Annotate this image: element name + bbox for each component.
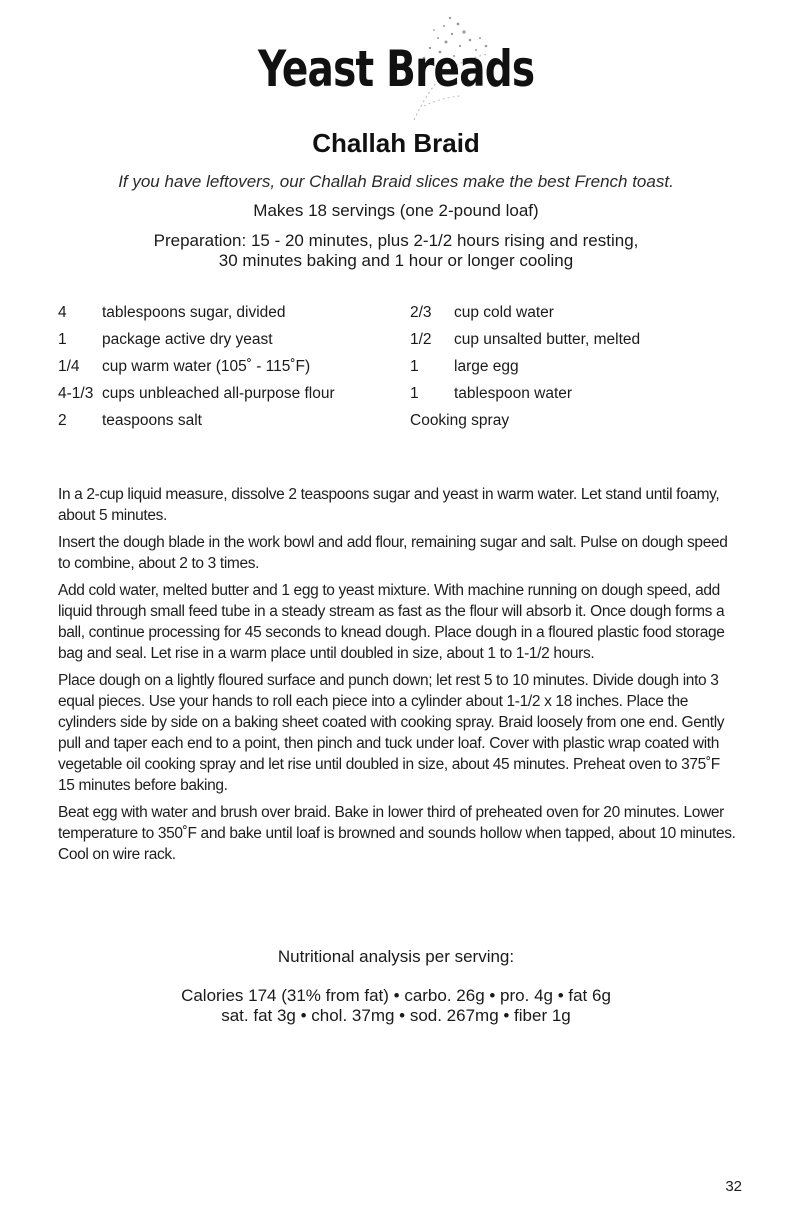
- ingredient-row: [58, 330, 398, 357]
- ingredient-item: tablespoons sugar, divided: [102, 304, 286, 321]
- ingredients-right-column: [410, 303, 750, 438]
- ingredient-qty: 1/2: [410, 331, 432, 348]
- ingredient-row: [410, 411, 750, 438]
- ingredient-qty: 1: [410, 358, 419, 375]
- ingredient-qty: 4-1/3: [58, 385, 94, 402]
- ingredient-row: [58, 357, 398, 384]
- ingredient-item: cup warm water (105˚ - 115˚F): [102, 358, 311, 375]
- direction-step: In a 2-cup liquid measure, dissolve 2 teaspoons sugar and yeast in warm water. Let stand until foamy, about 5 minutes.: [58, 486, 720, 524]
- recipe-intro: If you have leftovers, our Challah Braid slices make the best French toast.: [118, 172, 674, 191]
- recipe-preparation: [0, 231, 792, 271]
- nutrition-line: sat. fat 3g • chol. 37mg • sod. 267mg • fiber 1g: [221, 1006, 571, 1025]
- ingredient-item: cups unbleached all-purpose flour: [102, 385, 335, 402]
- preparation-line: 30 minutes baking and 1 hour or longer cooling: [218, 251, 574, 270]
- direction-step: Add cold water, melted butter and 1 egg to yeast mixture. With machine running on dough speed, add liquid through small feed tube in a steady stream as fast as the flour will absorb it. Once dough forms a ball, continue processing for 45 seconds to knead dough. Place dough in a floured plastic food storage bag and seal. Let rise in a warm place until doubled in size, about 1 to 1-1/2 hours.: [58, 582, 725, 662]
- ingredient-row: [410, 357, 750, 384]
- ingredient-item: package active dry yeast: [102, 331, 273, 348]
- recipe-yield: Makes 18 servings (one 2-pound loaf): [253, 201, 539, 220]
- page-number: 32: [725, 1178, 742, 1195]
- ingredient-qty: 1: [410, 385, 419, 402]
- section-title: Yeast Breads: [257, 40, 535, 98]
- ingredient-row: [58, 303, 398, 330]
- nutrition-line: Calories 174 (31% from fat) • carbo. 26g • pro. 4g • fat 6g: [181, 986, 611, 1005]
- recipe-directions: [58, 484, 738, 871]
- ingredient-row: [410, 330, 750, 357]
- ingredient-qty: 1/4: [58, 358, 80, 375]
- direction-step: Beat egg with water and brush over braid. Bake in lower third of preheated oven for 20 minutes. Lower temperature to 350˚F and bake until loaf is browned and sounds hollow when tapped, about 10 minutes. Cool on wire rack.: [58, 804, 736, 863]
- ingredient-qty: 1: [58, 331, 67, 348]
- direction-step: Place dough on a lightly floured surface and punch down; let rest 5 to 10 minutes. Divide dough into 3 equal pieces. Use your hands to roll each piece into a cylinder about 1-1/2 x 18 inches. Place the cylinders side by side on a baking sheet coated with cooking spray. Braid loosely from one end. Gently pull and taper each end to a point, then pinch and tuck under loaf. Cover with plastic wrap coated with vegetable oil cooking spray and let rise until doubled in size, about 45 minutes. Preheat oven to 375˚F 15 minutes before baking.: [58, 672, 725, 794]
- ingredient-item: large egg: [454, 358, 519, 375]
- ingredient-qty: 2: [58, 412, 67, 429]
- ingredient-item: cup cold water: [454, 304, 554, 321]
- ingredient-item: Cooking spray: [410, 412, 510, 429]
- preparation-line: Preparation: 15 - 20 minutes, plus 2-1/2 hours rising and resting,: [153, 231, 639, 250]
- ingredient-qty: 4: [58, 304, 67, 321]
- ingredient-qty: 2/3: [410, 304, 432, 321]
- nutrition-heading: Nutritional analysis per serving:: [277, 947, 515, 966]
- ingredient-row: [410, 384, 750, 411]
- ingredients-left-column: [58, 303, 398, 438]
- recipe-title: Challah Braid: [312, 128, 480, 158]
- ingredient-row: [410, 303, 750, 330]
- ingredient-row: [58, 411, 398, 438]
- ingredient-item: tablespoon water: [454, 385, 573, 402]
- direction-step: Insert the dough blade in the work bowl and add flour, remaining sugar and salt. Pulse on dough speed to combine, about 2 to 3 times.: [58, 534, 728, 572]
- ingredient-item: teaspoons salt: [102, 412, 202, 429]
- ingredient-item: cup unsalted butter, melted: [454, 331, 641, 348]
- ingredient-row: [58, 384, 398, 411]
